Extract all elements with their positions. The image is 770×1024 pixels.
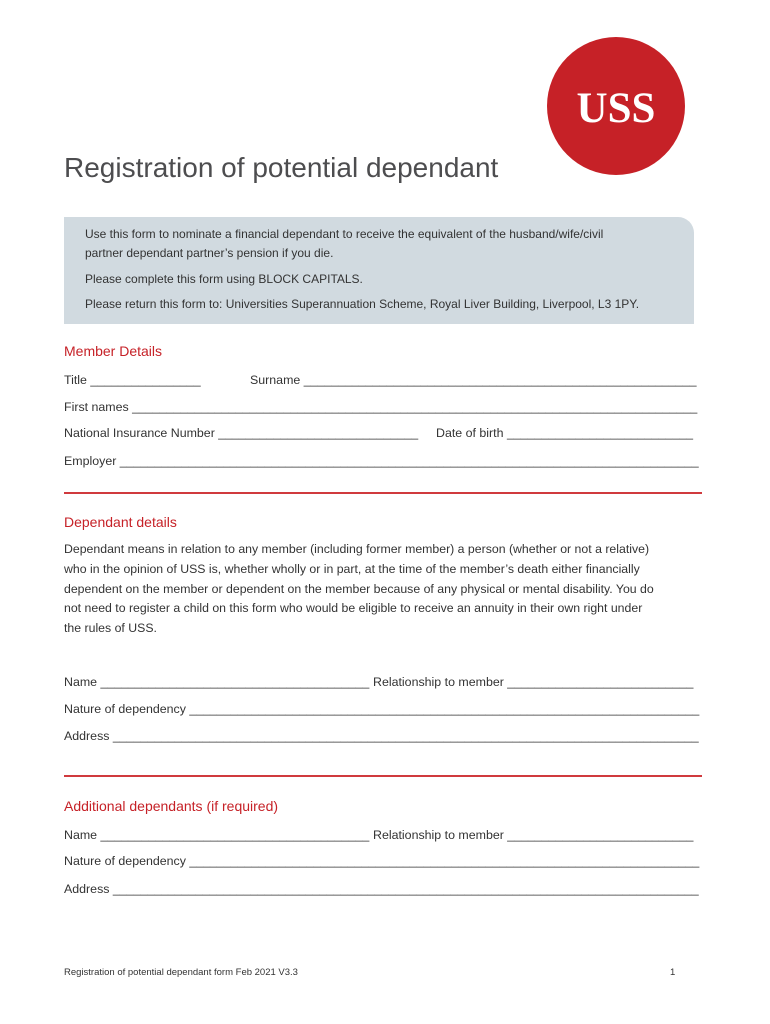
footer-text: Registration of potential dependant form Feb 2021 V3.3: [64, 967, 298, 978]
intro-line-2: partner dependant partner’s pension if you die.: [85, 246, 334, 260]
dependant-address-field[interactable]: Address _____________________________________________________________________________________: [64, 729, 699, 743]
definition-line: the rules of USS.: [64, 621, 157, 636]
dependant-name-field[interactable]: Name _______________________________________: [64, 675, 370, 689]
date-of-birth-field[interactable]: Date of birth ___________________________: [436, 426, 693, 440]
definition-line: Dependant means in relation to any member (including former member) a person (whether or not a relative): [64, 542, 650, 556]
additional-address-field[interactable]: Address _____________________________________________________________________________________: [64, 882, 699, 896]
title-field[interactable]: Title ________________: [64, 373, 201, 387]
first-names-field[interactable]: First names __________________________________________________________________________________: [64, 400, 698, 414]
member-details-heading: Member Details: [64, 343, 163, 359]
section-divider: [64, 775, 702, 777]
page-number: 1: [670, 967, 676, 978]
definition-line: who in the opinion of USS is, whether wholly or in part, at the time of the member’s death either financially: [64, 561, 640, 576]
intro-box: [64, 217, 694, 324]
ni-number-field[interactable]: National Insurance Number _____________________________: [64, 426, 419, 440]
dependant-details-heading: Dependant details: [64, 514, 177, 530]
additional-name-field[interactable]: Name _______________________________________: [64, 828, 370, 842]
surname-field[interactable]: Surname _________________________________________________________: [250, 373, 697, 387]
dependant-relationship-field[interactable]: Relationship to member ___________________________: [373, 675, 694, 689]
intro-line-3: Please complete this form using BLOCK CAPITALS.: [85, 272, 363, 286]
additional-dependants-heading: Additional dependants (if required): [64, 798, 279, 814]
page-title: Registration of potential dependant: [64, 152, 499, 183]
employer-field[interactable]: Employer ____________________________________________________________________________________: [64, 454, 699, 468]
definition-line: not need to register a child on this form who would be eligible to receive an annuity in their own right under: [64, 601, 643, 616]
definition-line: dependent on the member or dependent on the member because of any physical or mental disability. You do: [64, 581, 654, 596]
uss-logo: [547, 37, 685, 175]
logo-text: USS: [576, 84, 656, 132]
additional-nature-field[interactable]: Nature of dependency __________________________________________________________________________: [64, 854, 700, 868]
dependant-definition: [64, 540, 714, 639]
intro-line-4: Please return this form to: Universities Superannuation Scheme, Royal Liver Building, Liverpool, L3 1PY.: [85, 297, 640, 311]
dependant-nature-field[interactable]: Nature of dependency __________________________________________________________________________: [64, 702, 700, 716]
section-divider: [64, 492, 702, 494]
additional-relationship-field[interactable]: Relationship to member ___________________________: [373, 828, 694, 842]
intro-line-1: Use this form to nominate a financial dependant to receive the equivalent of the husband/wife/civil: [85, 227, 604, 241]
